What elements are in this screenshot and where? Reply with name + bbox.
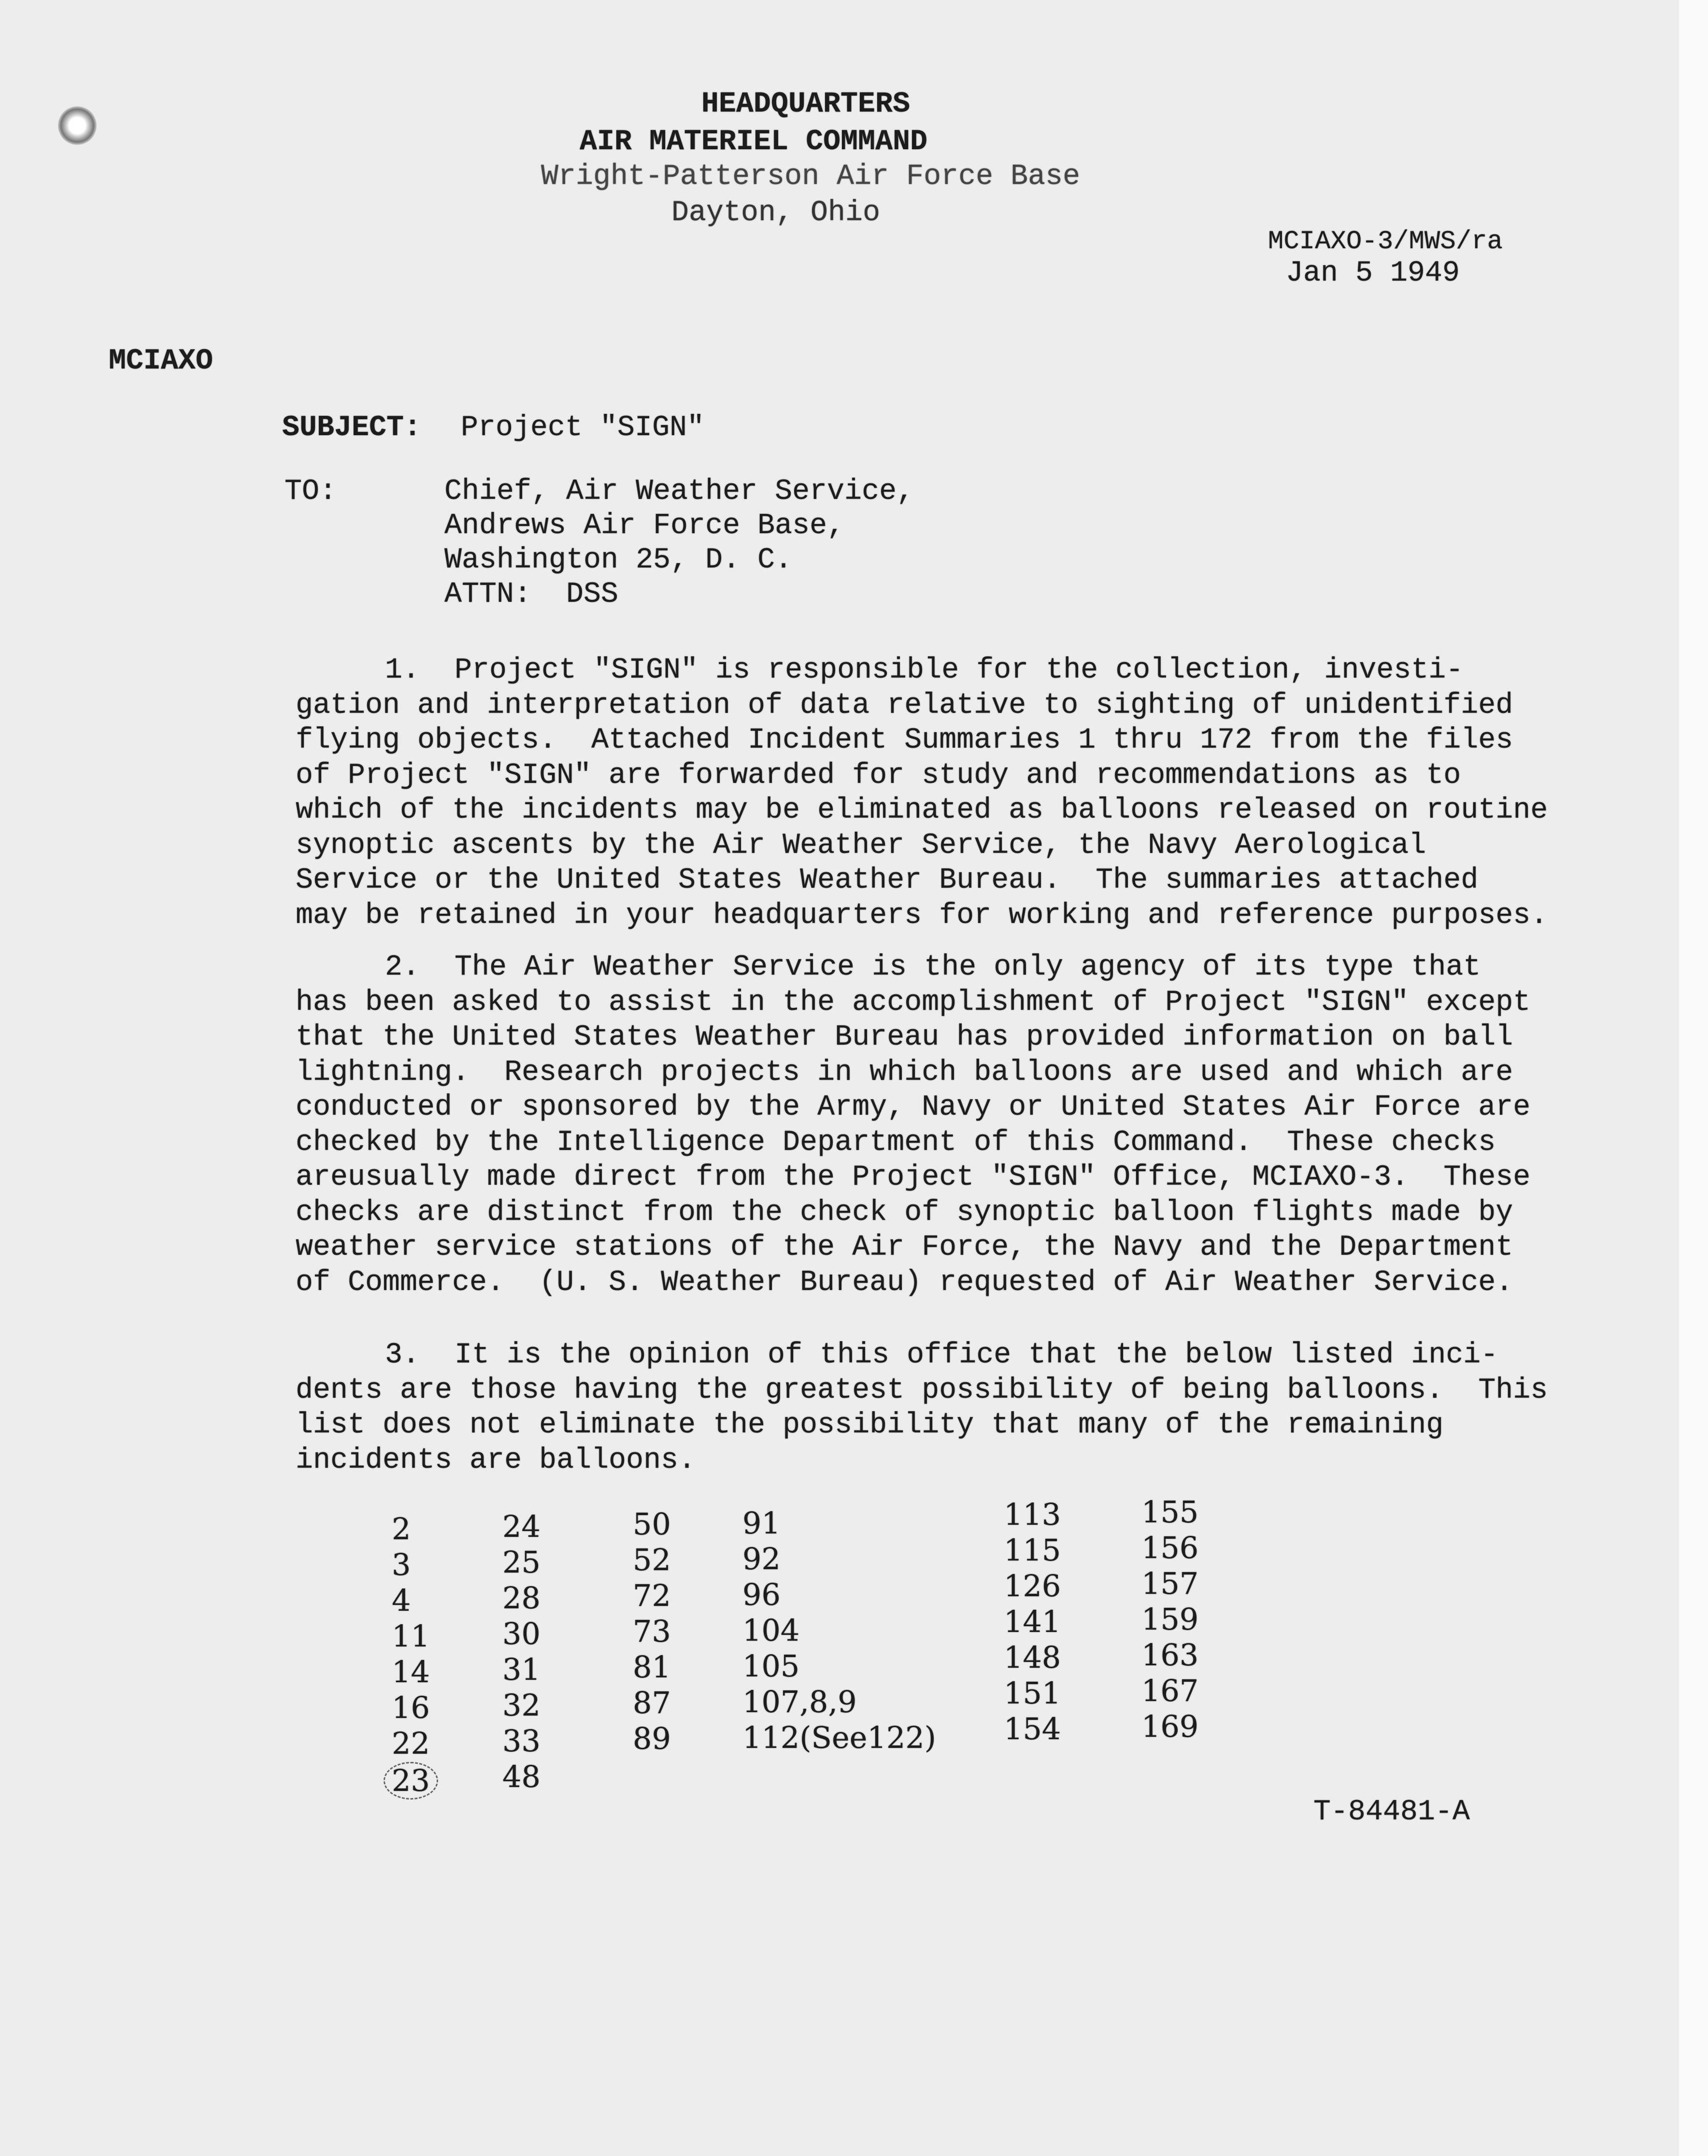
paragraph-2-line: that the United States Weather Bureau has provided information on ball [296, 1021, 1513, 1054]
incident-number: 92 [742, 1541, 781, 1576]
paragraph-3-line: list does not eliminate the possibility that many of the remaining [296, 1409, 1444, 1442]
incident-number: 163 [1141, 1637, 1199, 1673]
incident-number: 16 [392, 1690, 430, 1725]
incident-number: 156 [1141, 1530, 1199, 1565]
incident-number: 14 [392, 1654, 430, 1689]
paragraph-2-line: lightning. Research projects in which balloons are used and which are [296, 1056, 1513, 1089]
letterhead-base: Wright-Patterson Air Force Base [541, 160, 1081, 193]
addressee-line: Chief, Air Weather Service, [444, 475, 914, 508]
incident-number: 89 [633, 1721, 671, 1756]
addressee-line: Washington 25, D. C. [444, 544, 793, 577]
incident-number: 104 [742, 1613, 800, 1648]
incident-number: 81 [633, 1649, 671, 1685]
page-edge [1679, 0, 1708, 2156]
incident-number-circled: 23 [384, 1762, 438, 1800]
incident-number: 52 [633, 1542, 671, 1577]
paragraph-1-line: may be retained in your headquarters for working and reference purposes. [296, 899, 1548, 932]
paragraph-1-line: Service or the United States Weather Bureau. The summaries attached [296, 864, 1479, 897]
letterhead-city: Dayton, Ohio [671, 197, 881, 229]
document-date: Jan 5 1949 [1286, 257, 1460, 290]
incident-number: 33 [502, 1723, 541, 1759]
paragraph-2-line: has been asked to assist in the accomplishment of Project "SIGN" except [296, 986, 1531, 1019]
incident-number: 30 [502, 1616, 541, 1651]
incident-number: 154 [1004, 1711, 1061, 1746]
reference-code: MCIAXO-3/MWS/ra [1268, 227, 1503, 256]
paragraph-1-line: 1. Project "SIGN" is responsible for the collection, investi- [385, 654, 1464, 687]
punch-hole [58, 106, 97, 145]
incident-number: 159 [1141, 1602, 1199, 1637]
incident-number: 3 [392, 1547, 411, 1582]
incident-number: 28 [502, 1580, 541, 1616]
paragraph-1-line: gation and interpretation of data relative to sighting of unidentified [296, 689, 1513, 722]
paragraph-2-line: weather service stations of the Air Force, the Navy and the Department [296, 1231, 1513, 1264]
paragraph-2-line: 2. The Air Weather Service is the only agency of its type that [385, 951, 1481, 984]
paragraph-1-line: which of the incidents may be eliminated as balloons released on routine [296, 794, 1548, 827]
letterhead-command: AIR MATERIEL COMMAND [580, 126, 928, 158]
incident-number: 31 [502, 1652, 541, 1687]
paragraph-2-line: of Commerce. (U. S. Weather Bureau) requested of Air Weather Service. [296, 1266, 1513, 1299]
incident-number: 73 [633, 1614, 671, 1649]
incident-number: 155 [1141, 1494, 1199, 1530]
subject-value: Project "SIGN" [461, 411, 705, 444]
paragraph-1-line: of Project "SIGN" are forwarded for study and recommendations as to [296, 759, 1461, 792]
incident-number: 4 [392, 1583, 411, 1618]
paragraph-2-line: conducted or sponsored by the Army, Navy or United States Air Force are [296, 1091, 1531, 1124]
incident-number: 113 [1004, 1497, 1061, 1532]
incident-number: 48 [502, 1759, 541, 1794]
incident-number: 32 [502, 1688, 541, 1723]
paragraph-2-line: checks are distinct from the check of synoptic balloon flights made by [296, 1196, 1513, 1229]
paragraph-2-line: checked by the Intelligence Department of this Command. These checks [296, 1126, 1496, 1159]
incident-number: 2 [392, 1511, 411, 1546]
incident-number: 157 [1141, 1566, 1199, 1601]
incident-number: 25 [502, 1545, 541, 1580]
addressee-line: Andrews Air Force Base, [444, 510, 845, 542]
letterhead-headquarters: HEADQUARTERS [701, 88, 911, 121]
incident-number: 50 [633, 1506, 671, 1542]
incident-number: 115 [1004, 1532, 1061, 1568]
incident-number: 141 [1004, 1604, 1061, 1639]
incident-number: 22 [392, 1726, 430, 1761]
incident-number: 167 [1141, 1673, 1199, 1708]
incident-number: 96 [742, 1577, 781, 1612]
addressee-line: ATTN: DSS [444, 578, 619, 611]
incident-number: 112(See122) [742, 1720, 936, 1755]
paragraph-3-line: 3. It is the opinion of this office that the below listed inci- [385, 1339, 1498, 1372]
subject-label: SUBJECT: [282, 411, 422, 444]
incident-number: 11 [392, 1618, 430, 1654]
incident-number: 107,8,9 [742, 1684, 857, 1719]
incident-number: 148 [1004, 1640, 1061, 1675]
incident-number: 72 [633, 1578, 671, 1613]
paragraph-2-line: areusually made direct from the Project "SIGN" Office, MCIAXO-3. These [296, 1161, 1531, 1194]
incident-number: 87 [633, 1685, 671, 1720]
incident-number: 169 [1141, 1709, 1199, 1744]
incident-number: 126 [1004, 1568, 1061, 1603]
incident-number: 24 [502, 1509, 541, 1544]
paragraph-1-line: synoptic ascents by the Air Weather Service, the Navy Aerological [296, 829, 1426, 862]
incident-number: 91 [742, 1505, 781, 1541]
incident-number: 105 [742, 1648, 800, 1684]
incident-number: 151 [1004, 1675, 1061, 1711]
paragraph-3-line: dents are those having the greatest possibility of being balloons. This [296, 1374, 1548, 1407]
to-label: TO: [285, 475, 337, 508]
paragraph-3-line: incidents are balloons. [296, 1444, 696, 1477]
document-number: T-84481-A [1313, 1796, 1470, 1829]
office-symbol: MCIAXO [109, 345, 214, 378]
paragraph-1-line: flying objects. Attached Incident Summaries 1 thru 172 from the files [296, 724, 1513, 757]
